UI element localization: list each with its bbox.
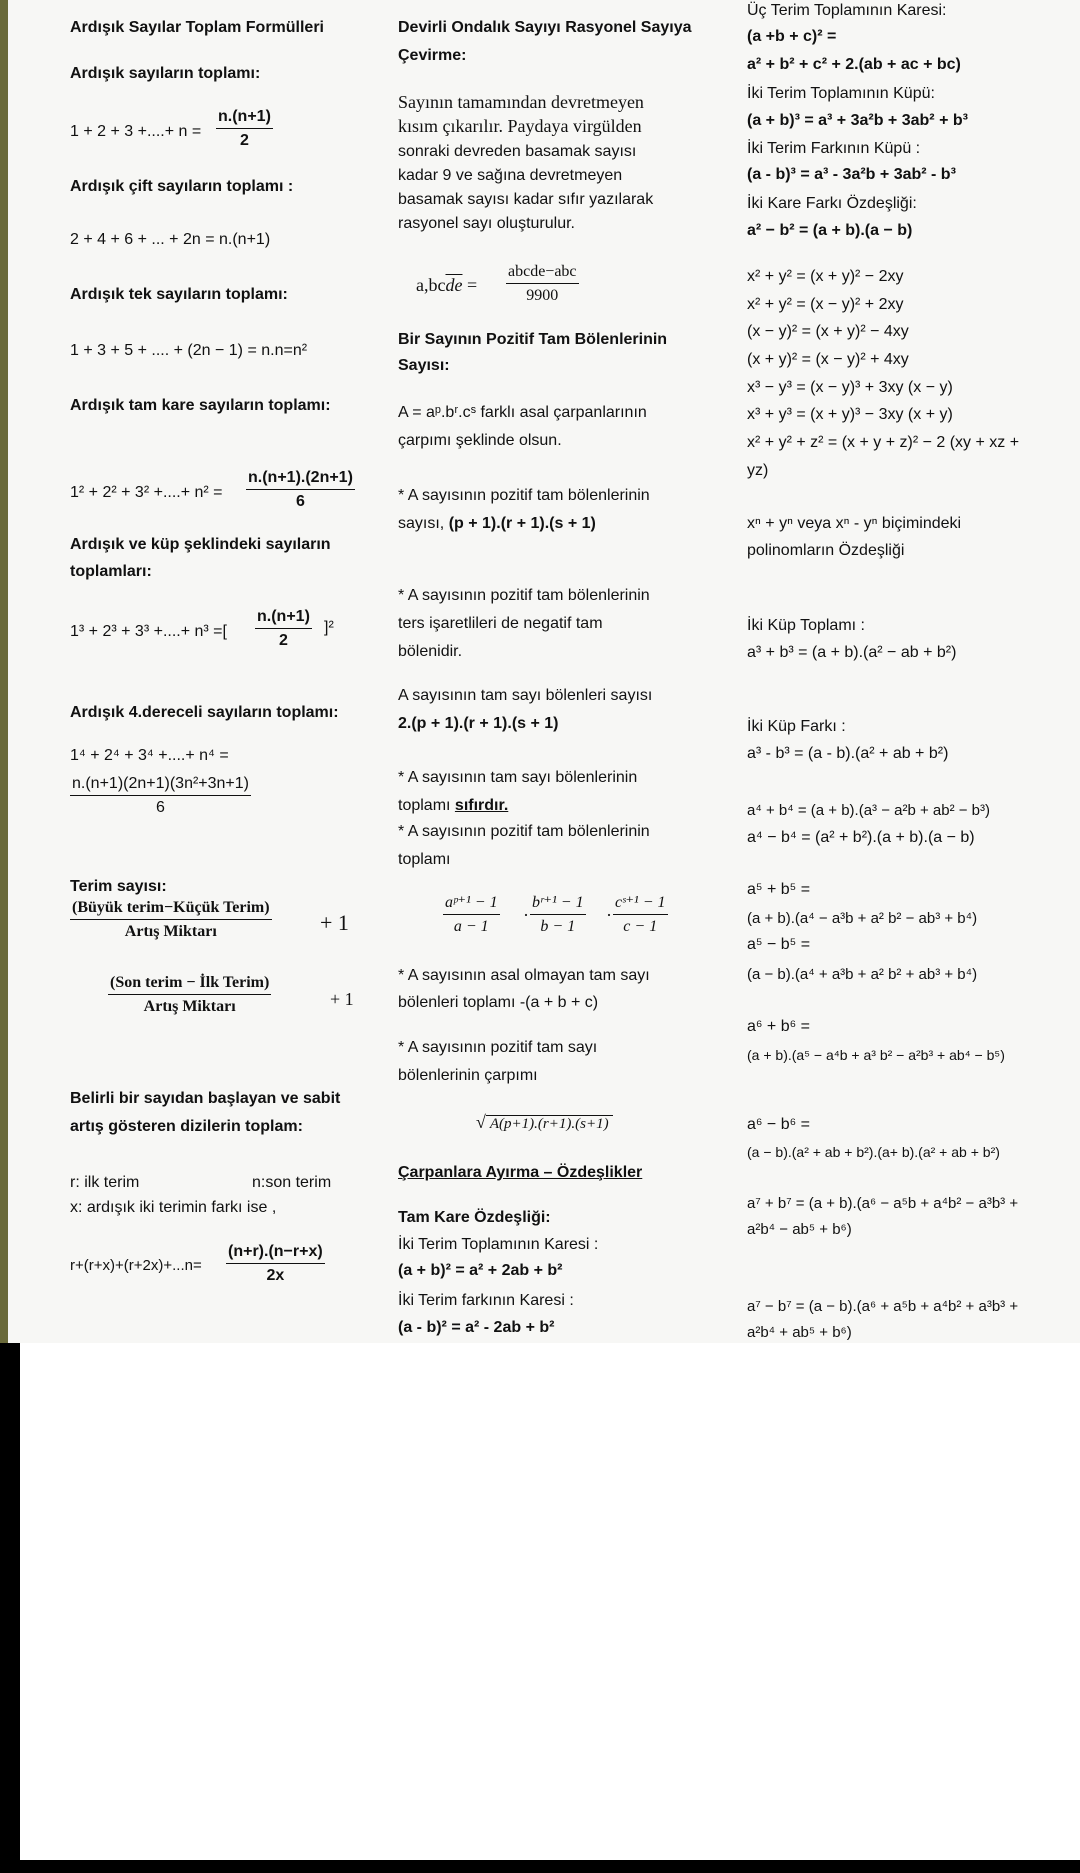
blank-white-area [20,1343,1080,1860]
formula-arith-fraction [226,1242,325,1286]
cubes-sum-label: İki Küp Toplamı : [747,617,865,634]
formula-square-fraction [246,468,355,512]
identity-6: x³ + y³ = (x + y)³ − 3xy (x + y) [747,406,953,423]
formula-terms1-plus-one: + 1 [320,910,349,935]
formula-odd-sum: 1 + 3 + 5 + .... + (2n − 1) = n.n=n² [70,342,308,359]
formula-fourth-fraction [70,774,251,818]
identity-1: x² + y² = (x + y)² − 2xy [747,268,904,285]
col2-title-line2: Çevirme: [398,47,467,64]
decimal-repeating: $\overline{de}$ [445,275,463,295]
seventh-power-sum-line1: a⁷ + b⁷ = (a + b).(a⁶ − a⁵b + a⁴b² − a³b³ + [747,1195,1019,1212]
sum-zero-label: toplamı [398,797,451,814]
heading-cube-sum-line2: toplamları: [70,563,152,580]
fraction-numerator: (Büyük terim−Küçük Terim) [70,898,272,920]
col1-title: Ardışık Sayılar Toplam Formülleri [70,19,324,36]
fraction-denominator: 9900 [526,287,559,304]
heading-fourth-sum: Ardışık 4.dereceli sayıların toplamı: [70,704,339,721]
fraction-denominator: 2 [278,632,288,649]
product-divisors-line1: * A sayısının pozitif tam sayı [398,1039,598,1056]
positive-divisors-label: sayısı, [398,515,445,532]
heading-cube-sum-line1: Ardışık ve küp şeklindeki sayıların [70,536,331,553]
identity-4: (x + y)² = (x − y)² + 4xy [747,351,909,368]
decimal-text-line1: Sayının tamamından devretmeyen [398,92,644,112]
identity-2: x² + y² = (x − y)² + 2xy [747,296,904,313]
cubes-diff-label: İki Küp Farkı : [747,718,846,735]
col2-title-line1: Devirli Ondalık Sayıyı Rasyonel Sayıya [398,19,692,36]
column-identities [732,0,1078,1343]
sixth-power-sum-line2: (a + b).(a⁵ − a⁴b + a³ b² − a²b³ + ab⁴ − b⁵) [747,1047,1005,1063]
sqrt-radicand: A(p+1).(r+1).(s+1) [486,1115,613,1132]
def-last-term: n:son terim [252,1174,332,1191]
tri-square-line2: a² + b² + c² + 2.(ab + ac + bc) [747,56,961,73]
fraction-numerator: (Son terim − İlk Terim) [108,973,271,995]
positive-divisors-formula: (p + 1).(r + 1).(s + 1) [448,515,596,532]
formula-sqrt [476,1112,613,1134]
formula-fourth-left: 1⁴ + 2⁴ + 3⁴ +....+ n⁴ = [70,747,229,764]
decimal-text-line3: sonraki devreden basamak sayısı [398,143,637,160]
decimal-text-line5: basamak sayısı kadar sıfır yazılarak [398,191,654,208]
sqrt-sign: √ [476,1112,486,1132]
formula-arith-left: r+(r+x)+(r+2x)+...n= [70,1257,202,1274]
sum-positive-line1: * A sayısının pozitif tam bölenlerinin [398,823,650,840]
fraction-numerator: aᵖ⁺¹ − 1 [443,893,500,915]
identity-5: x³ − y³ = (x − y)³ + 3xy (x − y) [747,379,953,396]
product-fraction-a [443,893,500,937]
divisors-def-line2: çarpımı şeklinde olsun. [398,432,562,449]
fifth-power-diff-line1: a⁵ − b⁵ = [747,936,811,953]
sixth-power-sum-line1: a⁶ + b⁶ = [747,1018,810,1035]
fraction-denominator: c − 1 [623,918,658,935]
seventh-power-diff-line2: a²b⁴ + ab⁵ + b⁶) [747,1324,852,1341]
fraction-numerator: (n+r).(n−r+x) [226,1242,325,1264]
decimal-text-line4: kadar 9 ve sağına devretmeyen [398,167,623,184]
identity-7-cont: yz) [747,462,769,479]
fraction-denominator: a − 1 [453,918,489,935]
heading-term-count: Terim sayısı: [70,878,167,895]
sum-zero-value: sıfırdır. [454,797,509,814]
decimal-text-line6: rasyonel sayı oluşturulur. [398,215,575,232]
negative-divisors-line3: bölenidir. [398,643,463,660]
heading-arith-line2: artış gösteren dizilerin toplam: [70,1118,303,1135]
heading-even-sum: Ardışık çift sayıların toplamı : [70,178,294,195]
formula-decimal-left [416,275,477,295]
formula-terms2-plus-one: + 1 [330,989,354,1009]
column-divisors [398,0,728,1343]
cube-sum-label: İki Terim Toplamının Küpü: [747,85,935,102]
sum-zero-line2 [398,796,508,816]
fraction-denominator: Artış Miktarı [124,923,217,940]
formula-sum-left: 1 + 2 + 3 +....+ n = [70,123,202,140]
decimal-base: a,bc [416,275,446,295]
seventh-power-diff-line1: a⁷ − b⁷ = (a − b).(a⁶ + a⁵b + a⁴b² + a³b³ + [747,1298,1019,1315]
fourth-power-sum: a⁴ + b⁴ = (a + b).(a³ − a²b + ab² − b³) [747,802,991,819]
heading-square-sum: Ardışık tam kare sayıların toplamı: [70,397,331,414]
poly-identity-title-line1: xⁿ + yⁿ veya xⁿ - yⁿ biçimindeki [747,515,962,532]
fifth-power-sum-line1: a⁵ + b⁵ = [747,881,811,898]
fraction-denominator: 2x [266,1267,285,1284]
fifth-power-diff-line2: (a − b).(a⁴ + a³b + a² b² + ab³ + b⁴) [747,966,978,983]
poly-identity-title-line2: polinomların Özdeşliği [747,542,905,559]
square-difference-formula: a² − b² = (a + b).(a − b) [747,222,913,239]
negative-divisors-line2: ters işaretlileri de negatif tam [398,615,603,632]
tri-square-label: Üç Terim Toplamının Karesi: [747,2,947,19]
product-dot-2: · [606,905,612,925]
formula-sum-fraction [216,107,273,151]
product-divisors-line2: bölenlerinin çarpımı [398,1067,538,1084]
positive-divisors-line1: * A sayısının pozitif tam bölenlerinin [398,487,650,504]
formula-terms1-fraction [70,898,272,942]
identity-3: (x − y)² = (x + y)² − 4xy [747,323,909,340]
fraction-numerator: n.(n+1)(2n+1)(3n²+3n+1) [70,774,251,796]
seventh-power-sum-line2: a²b⁴ − ab⁵ + b⁶) [747,1221,852,1238]
int-divisors-line1: A sayısının tam sayı bölenleri sayısı [398,687,653,704]
formula-terms2-fraction [108,973,271,1017]
fourth-power-diff: a⁴ − b⁴ = (a² + b²).(a + b).(a − b) [747,829,975,846]
heading-odd-sum: Ardışık tek sayıların toplamı: [70,286,288,303]
fraction-numerator: n.(n+1).(2n+1) [246,468,355,490]
heading-perfect-square: Tam Kare Özdeşliği: [398,1209,551,1226]
column-consecutive-sums [8,0,393,1343]
decimal-text-line2: kısım çıkarılır. Paydaya virgülden [398,116,642,136]
fraction-numerator: n.(n+1) [216,107,273,129]
fraction-denominator: 6 [156,799,165,816]
cubes-diff-formula: a³ - b³ = (a - b).(a² + ab + b²) [747,745,949,762]
formula-sheet [8,0,1080,1343]
heading-divisors-line2: Sayısı: [398,357,450,374]
fraction-numerator: bʳ⁺¹ − 1 [530,893,586,915]
divisors-def-line1: A = aᵖ.bʳ.cˢ farklı asal çarpanlarının [398,404,647,421]
heading-divisors-line1: Bir Sayının Pozitif Tam Bölenlerinin [398,331,668,348]
sum-positive-line2: toplamı [398,851,451,868]
fraction-denominator: b − 1 [540,918,576,935]
fraction-denominator: 6 [296,493,305,510]
product-dot-1: · [523,905,529,925]
heading-consecutive-sum: Ardışık sayıların toplamı: [70,65,261,82]
formula-square-left: 1² + 2² + 3² +....+ n² = [70,484,223,501]
formula-cube-left: 1³ + 2³ + 3³ +....+ n³ =[ [70,623,227,640]
fraction-denominator: 2 [239,132,249,149]
square-difference-label: İki Kare Farkı Özdeşliği: [747,195,917,212]
fraction-denominator: Artış Miktarı [143,998,236,1015]
formula-cube-fraction [255,607,312,651]
negative-divisors-line1: * A sayısının pozitif tam bölenlerinin [398,587,650,604]
sixth-power-diff-line2: (a − b).(a² + ab + b²).(a+ b).(a² + ab + b²) [747,1144,1000,1160]
sum-zero-line1: * A sayısının tam sayı bölenlerinin [398,769,638,786]
square-sum-label: İki Terim Toplamının Karesi : [398,1236,599,1253]
identity-7: x² + y² + z² = (x + y + z)² − 2 (xy + xz + [747,434,1020,451]
square-sum-formula: (a + b)² = a² + 2ab + b² [398,1262,563,1279]
cubes-sum-formula: a³ + b³ = (a + b).(a² − ab + b²) [747,644,957,661]
tri-square-line1: (a +b + c)² = [747,28,837,45]
product-fraction-b [530,893,586,937]
fifth-power-sum-line2: (a + b).(a⁴ − a³b + a² b² − ab³ + b⁴) [747,910,978,927]
square-diff-formula: (a - b)² = a² - 2ab + b² [398,1319,555,1336]
cube-diff-label: İki Terim Farkının Küpü : [747,140,921,157]
fraction-numerator: abcde−abc [506,262,579,284]
def-difference: x: ardışık iki terimin farkı ise , [70,1199,277,1216]
int-divisors-formula: 2.(p + 1).(r + 1).(s + 1) [398,715,559,732]
cube-sum-formula: (a + b)³ = a³ + 3a²b + 3ab² + b³ [747,112,968,129]
heading-factoring: Çarpanlara Ayırma – Özdeşlikler [398,1164,643,1181]
formula-even-sum: 2 + 4 + 6 + ... + 2n = n.(n+1) [70,231,271,248]
photo-left-edge [0,0,8,1343]
cube-diff-formula: (a - b)³ = a³ - 3a²b + 3ab² - b³ [747,166,956,183]
positive-divisors-line2 [398,514,596,534]
fraction-numerator: n.(n+1) [255,607,312,629]
square-diff-label: İki Terim farkının Karesi : [398,1292,574,1309]
def-first-term: r: ilk terim [70,1174,140,1191]
sixth-power-diff-line1: a⁶ − b⁶ = [747,1116,810,1133]
heading-arith-line1: Belirli bir sayıdan başlayan ve sabit [70,1090,341,1107]
fraction-numerator: cˢ⁺¹ − 1 [613,893,668,915]
nonprime-divisors-line1: * A sayısının asal olmayan tam sayı [398,967,650,984]
product-fraction-c [613,893,668,937]
decimal-equals: = [466,275,478,295]
formula-decimal-fraction [506,262,579,306]
formula-cube-right: ]² [324,619,334,636]
nonprime-divisors-line2: bölenleri toplamı -(a + b + c) [398,994,599,1011]
